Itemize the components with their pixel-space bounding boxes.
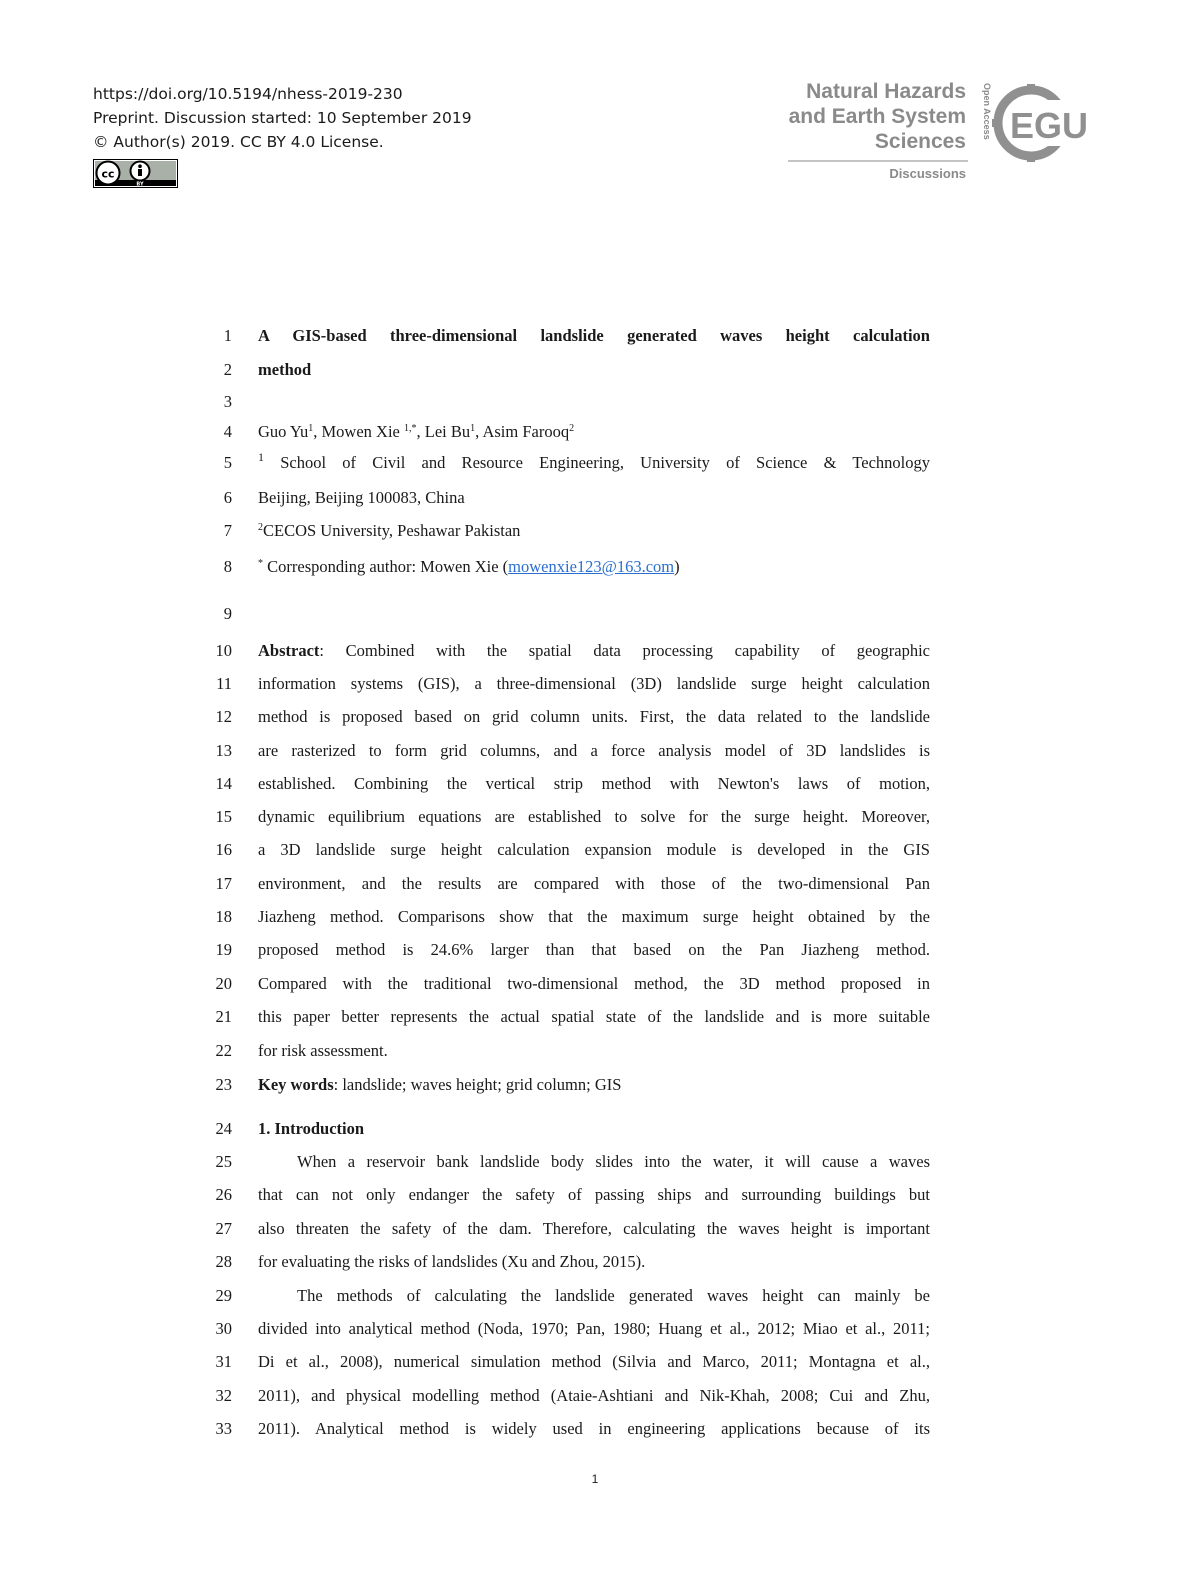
abstract-line: dynamic equilibrium equations are established to solve for the surge height. Moreover,	[258, 807, 930, 826]
author-list: Guo Yu$^1$, Mowen Xie $^{1,*}$, Lei Bu$^1$, Asim Farooq$^2$	[258, 422, 575, 441]
line-number: 19	[215, 940, 232, 959]
intro-line: divided into analytical method (Noda, 1970; Pan, 1980; Huang et al., 2012; Miao et al., 2011;	[258, 1319, 930, 1338]
svg-text:cc: cc	[101, 167, 115, 181]
line-number: 17	[215, 874, 232, 893]
abstract-line: for risk assessment.	[258, 1041, 388, 1060]
line-number: 1	[223, 326, 232, 345]
line-number: 32	[215, 1386, 232, 1405]
logo-egu: EGU	[1010, 105, 1089, 146]
intro-line: that can not only endanger the safety of passing ships and surrounding buildings but	[258, 1185, 930, 1204]
corresponding-author: * Corresponding author: Mowen Xie (mowenxie123@163.com)	[258, 557, 680, 576]
logo-line3: Sciences	[874, 130, 966, 153]
cc-by-license-icon[interactable]	[93, 159, 178, 188]
intro-line: Di et al., 2008), numerical simulation method (Silvia and Marco, 2011; Montagna et al.,	[258, 1352, 930, 1371]
affiliation-1-cont: Beijing, Beijing 100083, China	[258, 488, 465, 507]
license-line: © Author(s) 2019. CC BY 4.0 License.	[93, 133, 384, 151]
email-link[interactable]: mowenxie123@163.com	[508, 557, 675, 576]
abstract-line: proposed method is 24.6% larger than that based on the Pan Jiazheng method.	[258, 940, 930, 959]
line-number: 21	[215, 1007, 232, 1026]
keywords: Key words: landslide; waves height; grid column; GIS	[258, 1075, 622, 1094]
line-number: 13	[215, 741, 232, 760]
abstract-line: information systems (GIS), a three-dimensional (3D) landslide surge height calculation	[258, 674, 930, 693]
line-number: 5	[223, 453, 232, 472]
nhess-egu-logo	[784, 78, 1100, 188]
line-number: 15	[215, 807, 232, 826]
line-number: 12	[215, 707, 232, 726]
abstract-line: Compared with the traditional two-dimensional method, the 3D method proposed in	[258, 974, 930, 993]
intro-line: also threaten the safety of the dam. Therefore, calculating the waves height is important	[258, 1219, 930, 1238]
line-number: 23	[215, 1075, 232, 1094]
line-number: 14	[215, 774, 232, 793]
page-number: 1	[591, 1472, 599, 1486]
line-number: 27	[215, 1219, 232, 1238]
affiliation-1: $^1$ School of Civil and Resource Engineering, University of Science & Technology	[258, 450, 930, 472]
line-number: 25	[215, 1152, 232, 1171]
paper-title-line1: A GIS-based three-dimensional landslide generated waves height calculation	[258, 326, 930, 345]
line-number: 6	[223, 488, 232, 507]
line-number: 11	[216, 674, 232, 693]
line-number: 28	[215, 1252, 232, 1271]
abstract-line: established. Combining the vertical strip method with Newton's laws of motion,	[258, 774, 930, 793]
line-number: 33	[215, 1419, 232, 1438]
abstract-line: Abstract: Combined with the spatial data processing capability of geographic	[258, 641, 930, 660]
abstract-line: environment, and the results are compared with those of the two-dimensional Pan	[258, 874, 930, 893]
abstract-line: this paper better represents the actual spatial state of the landslide and is more suitable	[258, 1007, 930, 1026]
line-number: 16	[215, 840, 232, 859]
intro-line: The methods of calculating the landslide generated waves height can mainly be	[297, 1286, 930, 1305]
abstract-line: method is proposed based on grid column units. First, the data related to the landslide	[258, 707, 930, 726]
logo-line1: Natural Hazards	[806, 80, 966, 103]
preprint-header	[93, 82, 472, 154]
logo-line2: and Earth System	[788, 105, 966, 128]
paper-title-line2: method	[258, 360, 312, 379]
line-number: 3	[223, 392, 232, 411]
line-number: 20	[215, 974, 232, 993]
line-number: 10	[215, 641, 232, 660]
affiliation-2: $^2$CECOS University, Peshawar Pakistan	[258, 521, 521, 540]
line-number: 26	[215, 1185, 232, 1204]
line-number: 2	[223, 360, 232, 379]
doi-link[interactable]: https://doi.org/10.5194/nhess-2019-230	[93, 85, 403, 103]
svg-text:BY: BY	[136, 181, 144, 188]
abstract-line: a 3D landslide surge height calculation expansion module is developed in the GIS	[258, 840, 930, 859]
abstract-line: are rasterized to form grid columns, and a force analysis model of 3D landslides is	[258, 741, 930, 760]
logo-sub: Discussions	[889, 166, 966, 181]
line-number: 8	[223, 557, 232, 576]
intro-line: When a reservoir bank landslide body slides into the water, it will cause a waves	[297, 1152, 930, 1171]
line-number: 22	[215, 1041, 232, 1060]
line-number: 9	[223, 604, 232, 623]
line-number: 31	[215, 1352, 232, 1371]
line-number: 24	[215, 1119, 232, 1138]
intro-line: for evaluating the risks of landslides (Xu and Zhou, 2015).	[258, 1252, 646, 1271]
preprint-date: Preprint. Discussion started: 10 September 2019	[93, 109, 472, 127]
line-number: 7	[223, 521, 232, 540]
line-number: 29	[215, 1286, 232, 1305]
intro-line: 2011), and physical modelling method (Ataie-Ashtiani and Nik-Khah, 2008; Cui and Zhu,	[258, 1386, 930, 1405]
logo-vertical: Open Access	[982, 83, 992, 140]
abstract-line: Jiazheng method. Comparisons show that the maximum surge height obtained by the	[258, 907, 930, 926]
line-number: 30	[215, 1319, 232, 1338]
line-number: 4	[223, 422, 232, 441]
section-heading-introduction: 1. Introduction	[258, 1119, 365, 1138]
intro-line: 2011). Analytical method is widely used in engineering applications because of its	[258, 1419, 930, 1438]
line-number: 18	[215, 907, 232, 926]
